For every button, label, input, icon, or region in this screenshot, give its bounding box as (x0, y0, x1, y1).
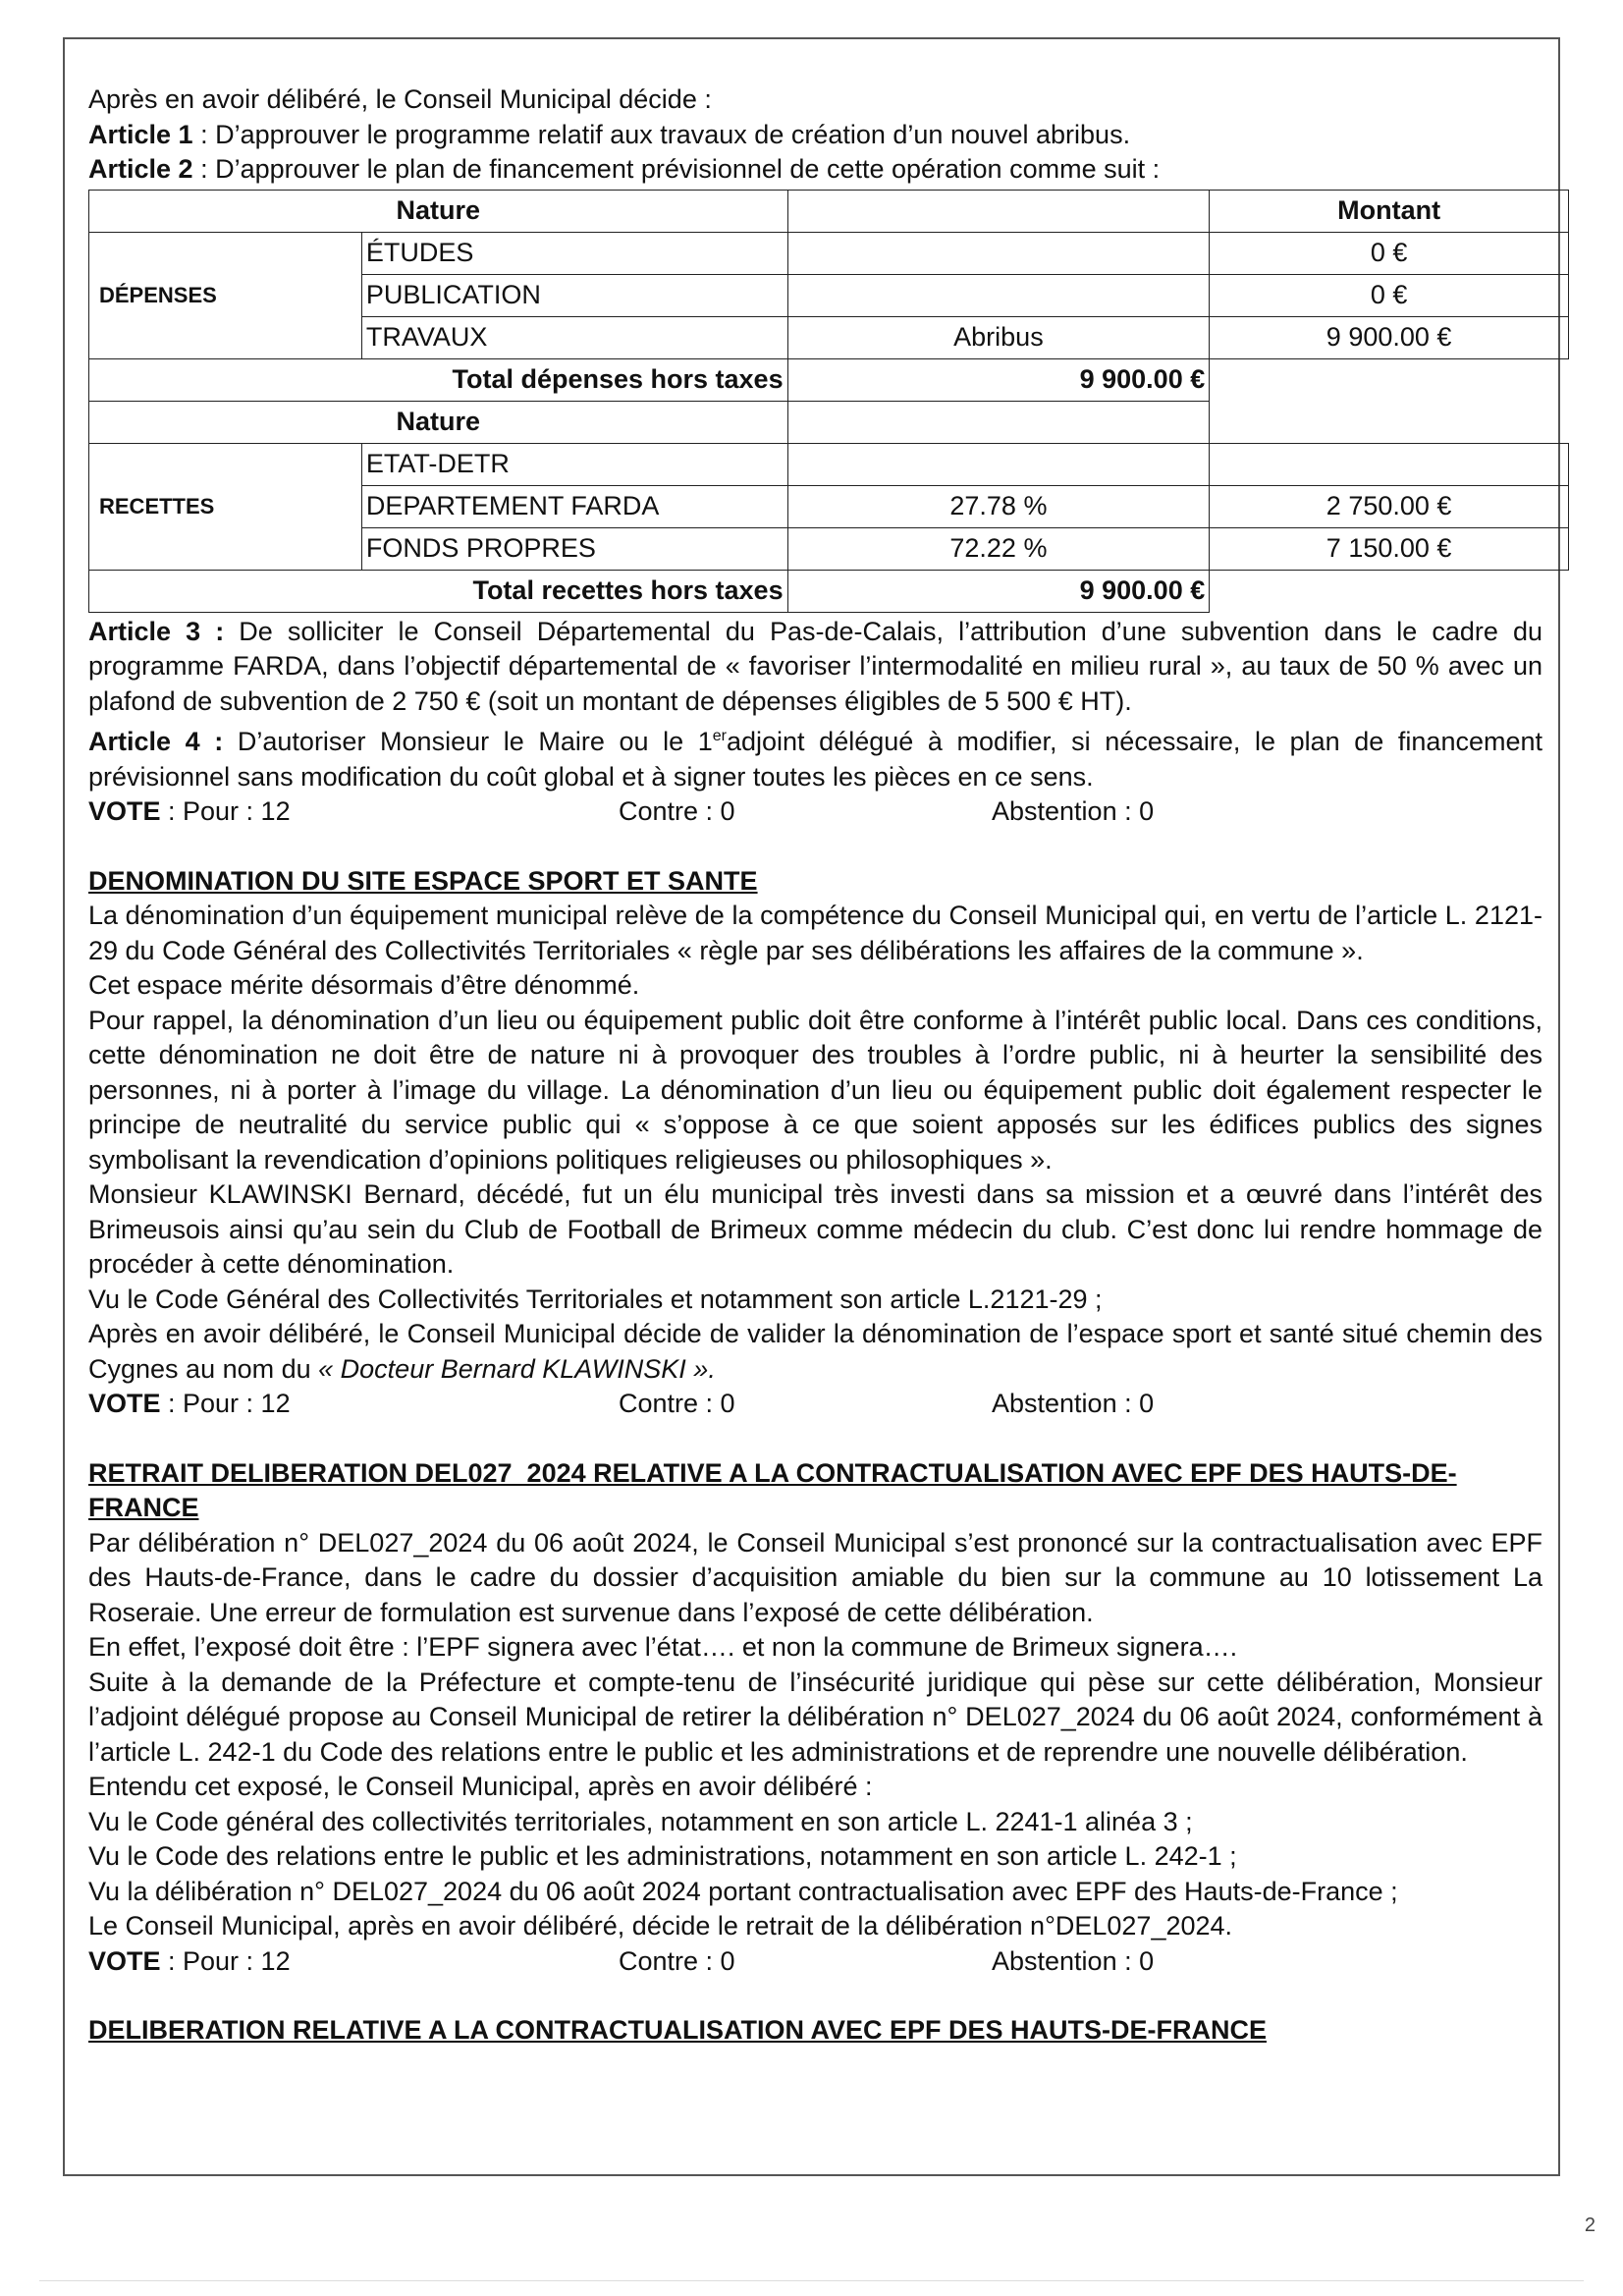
blank-cell (1210, 358, 1569, 443)
depense-detail (787, 274, 1210, 316)
vote-contre: Contre : 0 (619, 1389, 735, 1418)
recette-pct: 27.78 % (787, 485, 1210, 527)
depense-nature: PUBLICATION (361, 274, 787, 316)
document-body (88, 82, 1542, 2049)
recette-nature: DEPARTEMENT FARDA (361, 485, 787, 527)
total-depenses-row (89, 358, 1569, 401)
paragraph: Pour rappel, la dénomination d’un lieu ou équipement public doit être conforme à l’intérêt public local. Dans ces conditions, cette dénomination ne doit être de nature ni à provoquer des troubles à l’ordre public, ni à heurter la sensibilité des personnes, ni à porter à l’image du village. La dénomination d’un lieu ou équipement public doit également respecter le principe de neutralité du service public qui « s’oppose à ce que soient apposés sur les édifices publics des signes symbolisant la revendication d’opinions politiques religieuses ou philosophiques ». (88, 1005, 1542, 1175)
recette-montant: 2 750.00 € (1210, 485, 1569, 527)
total-depenses-label: Total dépenses hors taxes (89, 358, 788, 401)
depense-montant: 0 € (1210, 274, 1569, 316)
recette-nature: FONDS PROPRES (361, 527, 787, 570)
paragraph: Vu le Code Général des Collectivités Territoriales et notamment son article L.2121-29 ; (88, 1284, 1103, 1314)
recette-pct: 72.22 % (787, 527, 1210, 570)
depenses-label: DÉPENSES (89, 232, 362, 358)
financing-table (88, 190, 1569, 613)
depense-montant: 9 900.00 € (1210, 316, 1569, 358)
table-row (89, 232, 1569, 274)
article-3-label: Article 3 : (88, 616, 225, 646)
vote-line (88, 1944, 1542, 1980)
depense-detail (787, 232, 1210, 274)
nature-header-2: Nature (89, 401, 788, 443)
article-1-label: Article 1 (88, 119, 193, 149)
vote-label: VOTE (88, 796, 161, 826)
header-empty-cell (787, 190, 1210, 232)
table-row (89, 443, 1569, 485)
paragraph: En effet, l’exposé doit être : l’EPF signera avec l’état…. et non la commune de Brimeux signera…. (88, 1632, 1238, 1662)
header-empty-cell (787, 401, 1210, 443)
page-frame (63, 37, 1560, 2176)
vote-abstention: Abstention : 0 (992, 1945, 1155, 1976)
article-3 (88, 615, 1542, 720)
vote-label: VOTE (88, 1945, 161, 1976)
recettes-label: RECETTES (89, 443, 362, 570)
honoree-name: « Docteur Bernard KLAWINSKI ». (318, 1353, 716, 1384)
paragraph: Vu le Code général des collectivités territoriales, notamment en son article L. 2241-1 alinéa 3 ; (88, 1806, 1193, 1836)
article-1 (88, 118, 1542, 153)
total-recettes-row (89, 570, 1569, 612)
depense-nature: TRAVAUX (361, 316, 787, 358)
blank-cell (1210, 570, 1569, 612)
total-recettes-label: Total recettes hors taxes (89, 570, 788, 612)
intro-line: Après en avoir délibéré, le Conseil Municipal décide : (88, 84, 712, 114)
article-4-text-a: D’autoriser Monsieur le Maire ou le 1 (223, 727, 713, 756)
section-title-retrait: RETRAIT DELIBERATION DEL027_2024 RELATIVE A LA CONTRACTUALISATION AVEC EPF DES HAUTS-DE-FRANCE (88, 1457, 1457, 1522)
depense-nature: ÉTUDES (361, 232, 787, 274)
vote-pour: : Pour : 12 (160, 1389, 291, 1418)
article-4-text-b: adjoint délégué à modifier, si nécessaire, le plan de financement prévisionnel sans modification du coût global et à signer toutes les pièces en ce sens. (88, 727, 1542, 792)
article-2-text: : D’approuver le plan de financement prévisionnel de cette opération comme suit : (192, 154, 1161, 184)
vote-contre: Contre : 0 (619, 1945, 735, 1976)
paragraph (88, 1317, 1542, 1387)
article-2-label: Article 2 (88, 154, 193, 184)
paragraph: Monsieur KLAWINSKI Bernard, décédé, fut un élu municipal très investi dans sa mission et a œuvré dans l’intérêt des Brimeusois ainsi qu’au sein du Club de Football de Brimeux comme médecin du club. C’est donc lui rendre hommage de procéder à cette dénomination. (88, 1179, 1542, 1279)
vote-line (88, 1387, 1542, 1422)
article-2 (88, 152, 1542, 188)
depense-montant: 0 € (1210, 232, 1569, 274)
scan-edge-line (39, 2280, 1584, 2281)
paragraph: Par délibération n° DEL027_2024 du 06 août 2024, le Conseil Municipal s’est prononcé sur la contractualisation avec EPF des Hauts-de-France, dans le cadre du dossier d’acquisition amiable du bien sur la commune au 10 lotissement La Roseraie. Une erreur de formulation est survenue dans l’exposé de cette délibération. (88, 1527, 1542, 1627)
recette-montant (1210, 443, 1569, 485)
vote-line (88, 794, 1542, 830)
vote-abstention: Abstention : 0 (992, 796, 1155, 826)
page-number: 2 (1584, 2214, 1596, 2236)
article-4-label: Article 4 : (88, 727, 224, 756)
article-1-text: : D’approuver le programme relatif aux travaux de création d’un nouvel abribus. (192, 119, 1131, 149)
vote-abstention: Abstention : 0 (992, 1389, 1155, 1418)
paragraph: Vu la délibération n° DEL027_2024 du 06 août 2024 portant contractualisation avec EPF des Hauts-de-France ; (88, 1876, 1398, 1906)
montant-header: Montant (1210, 190, 1569, 232)
section-title-contractualisation: DELIBERATION RELATIVE A LA CONTRACTUALISATION AVEC EPF DES HAUTS-DE-FRANCE (88, 2015, 1267, 2045)
vote-label: VOTE (88, 1389, 161, 1418)
table-header-row (89, 190, 1569, 232)
vote-pour: : Pour : 12 (160, 1945, 291, 1976)
article-4 (88, 719, 1542, 794)
paragraph: La dénomination d’un équipement municipal relève de la compétence du Conseil Municipal qui, en vertu de l’article L. 2121-29 du Code Général des Collectivités Territoriales « règle par ses délibérations les affaires de la commune ». (88, 901, 1542, 965)
vote-pour: : Pour : 12 (160, 796, 291, 826)
recette-nature: ETAT-DETR (361, 443, 787, 485)
paragraph: Entendu cet exposé, le Conseil Municipal, après en avoir délibéré : (88, 1772, 873, 1801)
recette-pct (787, 443, 1210, 485)
paragraph-text: Après en avoir délibéré, le Conseil Municipal décide de valider la dénomination de l’espace sport et santé situé chemin des Cygnes au nom du (88, 1319, 1542, 1384)
section-title-denomination: DENOMINATION DU SITE ESPACE SPORT ET SANTE (88, 865, 758, 896)
paragraph: Vu le Code des relations entre le public et les administrations, notamment en son article L. 242-1 ; (88, 1841, 1237, 1871)
vote-contre: Contre : 0 (619, 796, 735, 826)
depense-detail: Abribus (787, 316, 1210, 358)
total-depenses-value: 9 900.00 € (787, 358, 1210, 401)
recette-montant: 7 150.00 € (1210, 527, 1569, 570)
nature-header: Nature (89, 190, 788, 232)
article-4-sup: er (712, 728, 727, 744)
paragraph: Suite à la demande de la Préfecture et compte-tenu de l’insécurité juridique qui pèse sur cette délibération, Monsieur l’adjoint délégué propose au Conseil Municipal de retirer la délibération n° DEL027_2024 du 06 août 2024, conformément à l’article L. 242-1 du Code des relations entre le public et les administrations et de reprendre une nouvelle délibération. (88, 1667, 1542, 1767)
total-recettes-value: 9 900.00 € (787, 570, 1210, 612)
paragraph: Cet espace mérite désormais d’être dénommé. (88, 970, 640, 1000)
paragraph: Le Conseil Municipal, après en avoir délibéré, décide le retrait de la délibération n°DEL027_2024. (88, 1911, 1233, 1941)
article-3-text: De solliciter le Conseil Départemental du Pas-de-Calais, l’attribution d’une subvention dans le cadre du programme FARDA, dans l’objectif départemental de « favoriser l’intermodalité en milieu rural », au taux de 50 % avec un plafond de subvention de 2 750 € (soit un montant de dépenses éligibles de 5 500 € HT). (88, 616, 1542, 716)
